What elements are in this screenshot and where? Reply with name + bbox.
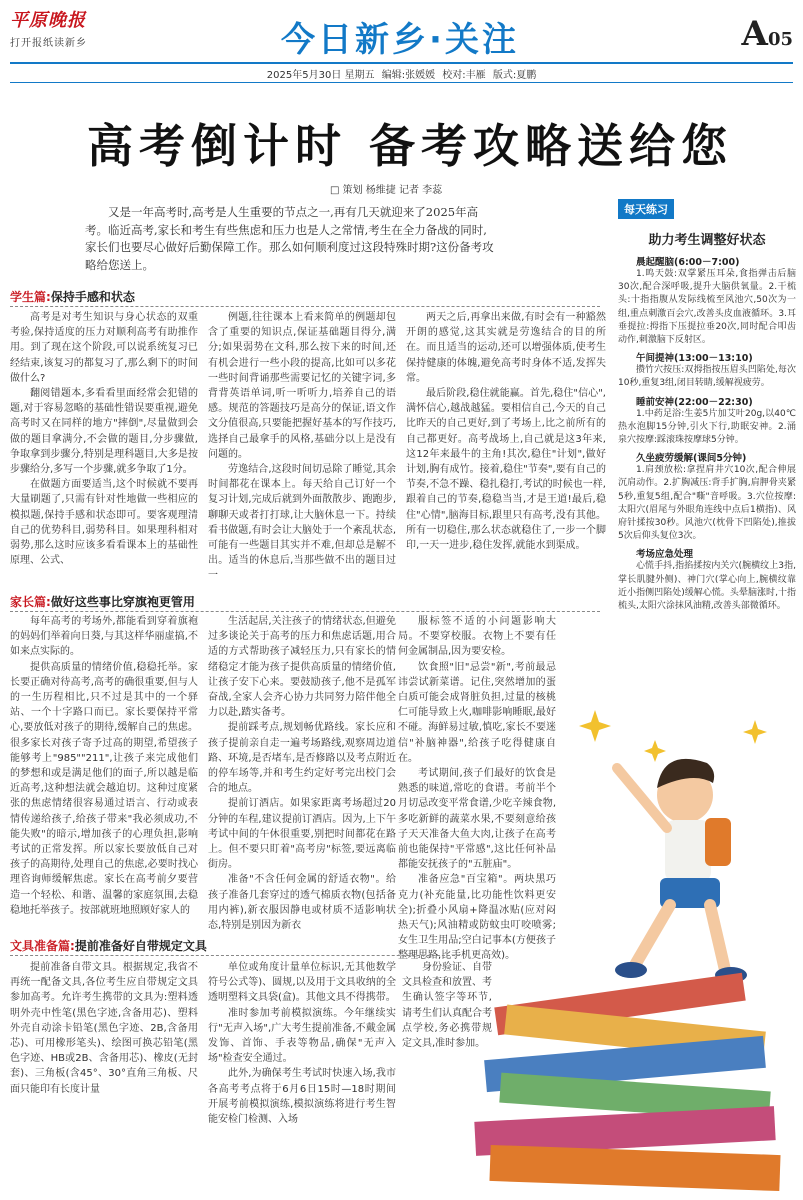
header-rule	[10, 62, 793, 64]
section-docs-title: 提前准备好自带规定文具	[74, 939, 207, 953]
issue-meta	[0, 66, 803, 81]
section-student-title: 保持手感和状态	[50, 290, 135, 304]
article-paragraph: 最后阶段,稳住就能赢。首先,稳住"信心",满怀信心,越战越猛。要相信自己,今天的自己比昨天的自己更好,到了考场上,比之前所有的自己都更好。高考战场上,自己就是这3年来,这12年来最牛的主角!其次,稳住"计划",做好计划,胸有成竹。接着,稳住"节奏",要有自己的节奏,不急不躁、稳扎稳打,考试的时候也一样,跟着自己的节奏,稳稳当当,才是王道!最后,稳住"心情",脑海目标,跟里只有高考,没有其他。所有一切稳住,那么状态就稳住了,一步一个脚印,一天一进步,稳住发挥,就能水到渠成。	[406, 388, 606, 552]
proofreader: 校对:丰雁	[442, 70, 486, 81]
section-title: 今日新乡·关注	[281, 20, 519, 60]
article-text: 提前准备自带文具。根据规定,我省不再统一配备文具,各位考生应自带规定文具参加高考。允许考生携带的文具为:塑料透明外壳中性笔(黑色字迹,含备用芯)、塑料外壳自动涂卡铅笔(黑色字迹、2B,含备用芯)、可用橡形笔头)、绘图可换芯铅笔(黑色字迹、HB或2B、含备用芯)、橡皮(无封套)、三角板(含45°、30°直角三角板、尺面只能印有长度计量	[10, 962, 198, 1095]
sparkle-icon	[579, 710, 767, 762]
masthead	[10, 6, 110, 60]
article-text: 身份验证、自带文具检查和放置、考生确认签字等环节,请考生们认真配合考点学校,务必携带规定文具,准时参加。	[402, 962, 492, 1050]
sidebar-block	[618, 546, 796, 613]
parent-col-2	[208, 614, 396, 932]
sidebar-title: 助力考生调整好状态	[648, 233, 766, 248]
masthead-logo: 平原晚报	[10, 10, 86, 31]
section-parent-title: 做好这些事比穿旗袍更管用	[50, 595, 195, 609]
article-paragraph: 准备"不含任何金属的舒适衣物"。给孩子准备几套穿过的透气棉质衣物(包括备用内裤),新衣服因静电或材质不适影响状态,特别是别因为新衣	[208, 874, 396, 932]
sidebar-subhead: 午间提神(13:00－13:10)	[636, 353, 753, 365]
section-parent-label	[10, 593, 195, 610]
lead-paragraph: 又是一年高考时,高考是人生重要的节点之一,再有几天就迎来了2025年高考。临近高考,家长和考生有些焦虑和压力也是人之常情,考生在全力备战的同时,家长们也要尽心做好后勤保障工作。那么如何顺利度过这段特殊时期?这份备考攻略给您送上。	[85, 205, 494, 272]
article-paragraph: 单位或角度计量单位标识,无其他数学符号公式等)、圆规,以及用于文具收纳的全透明塑料文具袋(盒)。其他文具不得携带。	[208, 962, 396, 1004]
article-paragraph: 准备应急"百宝箱"。两块黑巧克力(补充能量,比功能性饮料更安全);折叠小风扇+降温冰贴(应对闷热天气);风油精或防蚊虫叮咬喷雾;女生卫生用品;空白记事本(方便孩子整理思路,比手机更高效)。	[398, 874, 556, 962]
section-docs-tag: 文具准备篇:	[10, 939, 75, 953]
article-paragraph: 考试期间,孩子们最好的饮食是熟悉的味道,常吃的食谱。考前半个月切忌改变平常食谱,少吃辛辣食物,多吃新鲜的蔬菜水果,不要刻意给孩子天天准备大鱼大肉,让孩子在高考前也能保持"平常感",这比任何补品都能安抚孩子的"五脏庙"。	[398, 768, 556, 871]
student-col-1	[10, 310, 198, 578]
sidebar-text: 1.肩颈放松:拿捏肩井穴10次,配合伸展沉肩动作。2.扩胸减压:背手扩胸,肩胛骨夹紧5秒,重复5组,配合"嘶"音呼吸。3.穴位按摩:太阳穴(眉尾与外眼角连线中点后1横指)、风府针揉按30秒。风池穴(枕骨下凹陷处),推拔5次后仰头复位3次。	[618, 465, 796, 542]
sidebar-block	[618, 350, 796, 390]
article-paragraph: 此外,为确保考生考试时快速入场,我市各高考考点将于6月6日15时—18时期间开展考前模拟演练,模拟演练将进行考生智能安检门检测、入场	[208, 1068, 396, 1126]
article-paragraph: 提前踩考点,规划畅优路线。家长应和孩子提前亲自走一遍考场路线,观察周边道路、环境,是否堵车,是否修路以及考点附近的停车场等,并和考生约定好考完出校门会合的地点。	[208, 722, 396, 795]
sidebar-tag: 每天练习	[618, 199, 674, 219]
article-paragraph: 劳逸结合,这段时间切忌除了睡觉,其余时间都花在课本上。每天给自己订好一个复习计划,完成后就到外面散散步、跑跑步,聊聊天或者打打球,让大脑休息一下。持续看书做题,有时会让大脑处于一个紊乱状态,可能有一些题目其实并不难,但却总是解不出。适当的休息后,当那些做不出的题目过一	[208, 464, 396, 582]
section-docs-divider	[10, 955, 460, 956]
sidebar-subhead: 久坐疲劳缓解(课间5分钟)	[636, 453, 747, 465]
book-stack	[474, 973, 780, 1191]
layout-credit: 版式:夏鹏	[492, 70, 537, 81]
sidebar-block	[618, 450, 796, 543]
article-paragraph: 饮食照"旧"忌尝"新",考前最忌讳尝试新菜谱。记住,突然增加的蛋白质可能会成肾脏负担,过量的核桃仁可能导致上火,咖啡影响睡眠,最好不碰。海鲜易过敏,慎吃,家长不要迷信"补脑神器",给孩子吃得健康自在。	[398, 661, 556, 764]
article-paragraph: 准时参加考前模拟演练。今年继续实行"无声入场",广大考生提前准备,不戴金属发饰、首饰、手表等物品,确保"无声入场"检查安全通过。	[208, 1007, 396, 1065]
parent-col-1	[10, 614, 198, 922]
article-paragraph: 翻阅错题本,多看看里面经常会犯错的题,对于容易忽略的基础性错误要重视,避免高考时又在同样的地方"摔倒",尽量做到会做的题目拿满分,不会做的题目,分步骤做,争取拿到步骤分,特别是理科题目,大多是按步骤给分,多写一个步骤,就多争取了1分。	[10, 388, 198, 476]
headline: 高考倒计时 备考攻略送给您	[86, 119, 733, 173]
byline: □ 策划 杨维捷 记者 李蕊	[330, 185, 443, 196]
sidebar-text: 1.鸣天鼓:双掌紧压耳朵,食指弹击后脑30次,配合深呼吸,提升大脑供氧量。2.干梳头:十指指腹从发际线梳至风池穴,50次为一组,重点刺激百会穴,改善头皮血液循环。3.耳垂提拉:拇指下压提拉垂20次,同时配合叩齿动作,刺激脑下反射区。	[618, 269, 796, 346]
section-student-tag: 学生篇:	[10, 290, 51, 304]
page-digits: 05	[767, 29, 793, 50]
sidebar-text: 心慌手抖,指掐揉按内关穴(腕横纹上3指,掌长肌腱外侧)、神门穴(掌心向上,腕横纹靠近小指侧凹陷处)缓解心慌。头晕脑涨时,十指梳头,太阳穴涂抹风油精,改善头部微循环。	[618, 561, 796, 612]
boy-figure	[615, 759, 747, 983]
article-paragraph: 在做题方面要适当,这个时候就不要再大量刷题了,只需有针对性地做一些相应的模拟题,保持手感和状态即可。要客观理清自己的优势科目,弱势科目。如果理科相对弱势,那么这时应该多看看课本上的基础性原理、公式、	[10, 479, 198, 567]
page-letter: A	[741, 14, 768, 54]
issue-date: 2025年5月30日 星期五	[266, 70, 375, 81]
boy-on-books-illustration	[455, 700, 800, 1200]
article-paragraph: 提前订酒店。如果家距离考场超过20分钟的车程,建议提前订酒店。因为,上下午考试中间的午休很重要,别把时间都花在路上。但不要只盯着"高考房"标签,要远离临街房。	[208, 798, 396, 871]
article-paragraph: 提供高质量的情绪价值,稳稳托举。家长要正确对待高考,高考的确很重要,但与人的一生历程相比,只不过是其中的一个驿站、一个十字路口而已。家长要保持平常心,要放低对孩子的期待,缓解自己的焦虑。很多家长对孩子寄予过高的期望,希望孩子能够考上"985""211",让孩子来完成他们的梦想和或是满足他们的面子,所以越是临近高考,这种想法就会越迫切。这种过度紧张的焦虑情绪很容易通过语言、行动或表情传递给孩子,给孩子带来"我必须成功,不能失败"的暗示,增加孩子的心理负担,影响考试的正常发挥。所以家长要放低自己对孩子的高期待,处理自己的焦虑,必要时找心理咨询师缓解焦虑。家长在高考前夕要营造一个轻松、和谐、温馨的家庭氛围,去稳稳地托举孩子。按部就班地照顾好家人的	[10, 661, 198, 916]
docs-col-2	[208, 960, 396, 1175]
page-number	[742, 14, 793, 54]
editor: 编辑:张媛媛	[381, 70, 436, 81]
student-col-2	[208, 310, 396, 582]
masthead-slogan: 打开报纸读新乡	[10, 38, 87, 49]
section-student-label	[10, 288, 135, 305]
sidebar-text: 攒竹穴按压:双拇指按压眉头凹陷处,每次10秒,重复3组,闭目转睛,缓解视疲劳。	[618, 365, 796, 389]
section-parent-tag: 家长篇:	[10, 595, 51, 609]
sidebar-subhead: 考场应急处理	[636, 549, 694, 561]
sidebar-block	[618, 254, 796, 347]
sidebar-subhead: 晨起醒脑(6:00－7:00)	[636, 257, 740, 268]
section-docs-label	[10, 937, 207, 954]
sidebar-block	[618, 394, 796, 448]
article-paragraph: 服标签不适的小问题影响大局。不要穿校服。衣物上不要有任何金属制品,因为要安检。	[398, 616, 556, 658]
article-paragraph: 生活起居,关注孩子的情绪状态,但避免过多谈论关于高考的压力和焦虑话题,用合适的方式帮助孩子减轻压力,只有家长的情绪稳定才能为孩子提供高质量的情绪价值,让孩子安下心来。要鼓励孩子,他不是孤军奋战,全家人会齐心协力共同努力陪伴他全力以赴,踏实备考。	[208, 616, 396, 719]
article-paragraph: 每年高考的考场外,都能看到穿着旗袍的妈妈们举着向日葵,与其这样华丽虚搞,不如来点实际的。	[10, 616, 198, 658]
student-col-3	[406, 310, 606, 578]
sidebar-text: 1.中药足浴:生姜5片加艾叶20g,以40℃热水泡脚15分钟,引火下行,助眠安神。2.涌泉穴按摩:踩滚珠按摩球5分钟。	[618, 408, 796, 446]
article-paragraph: 高考是对考生知识与身心状态的双重考验,保持适度的压力对顺利高考有助推作用。到了现在这个阶段,可以说系统复习已经结束,该复习的都复习了,那么剩下的时间做什么?	[10, 312, 198, 384]
section-parent-divider	[10, 611, 600, 612]
sidebar-subhead: 睡前安神(22:00－22:30)	[636, 396, 753, 408]
docs-col-1	[10, 960, 198, 1175]
article-paragraph: 例题,往往课本上看来简单的例题却包含了重要的知识点,保证基础题目得分,满分;如果弱势在文科,那么按下来的时间,还有机会进行一些小段的提高,比如可以多花一些时间背诵那些需要记忆的关键字词,多背背英语单词,听一听听力,培养自己的语感。规范的答题技巧是高分的保证,语文作文分值很高,只要能把握好基本的写作技巧,选择自己最拿手的风格,基础分以上是没有问题的。	[208, 312, 396, 460]
sidebar-daily-practice	[618, 198, 796, 693]
article-paragraph: 两天之后,再拿出来做,有时会有一种豁然开朗的感觉,这其实就是劳逸结合的目的所在。而且适当的运动,还可以增强体质,使考生保持健康的体魄,避免高考时身体不适,发挥失常。	[406, 312, 606, 384]
section-student-divider	[10, 306, 600, 307]
meta-rule	[10, 82, 793, 83]
